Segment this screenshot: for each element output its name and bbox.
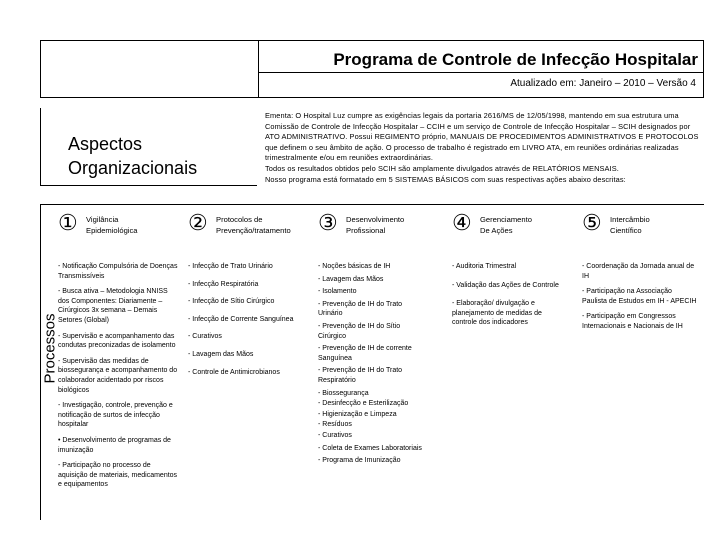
version-info: Atualizado em: Janeiro – 2010 – Versão 4 [510, 78, 696, 89]
list-item: - Busca ativa – Metodologia NNISS dos Componentes: Diariamente – Cirúrgicos 3x semana – Demais Setores (Global) [58, 288, 168, 324]
column-title [480, 214, 532, 236]
processes-label: Processos [41, 313, 59, 384]
column-title-line: Científico [610, 226, 642, 235]
list-item: - Infecção de Trato Urinário [188, 263, 273, 270]
column-items [318, 262, 428, 472]
column-number: ③ [318, 210, 338, 235]
column-items [582, 262, 697, 338]
column-number: ② [188, 210, 208, 235]
list-item: - Prevenção de IH do Trato Respiratório [318, 367, 403, 384]
list-item: - Participação em Congressos Internacionais e Nacionais de IH [582, 313, 683, 330]
column-title-line: Gerenciamento [480, 215, 532, 224]
list-item: - Infecção de Corrente Sanguínea [188, 315, 294, 323]
list-item: - Prevenção de IH do Trato Urinário [318, 300, 403, 318]
list-item: - Noções básicas de IH [318, 263, 391, 270]
list-item: - Resíduos [318, 421, 352, 429]
column-title-line: Epidemiológica [86, 226, 138, 235]
list-item: - Infecção de Sítio Cirúrgico [188, 298, 275, 306]
column-title-line: Intercâmbio [610, 215, 650, 224]
column-title-line: Prevenção/tratamento [216, 226, 291, 235]
column-number: ④ [452, 210, 472, 235]
aspects-heading [68, 132, 197, 180]
column-title-line: Profissional [346, 226, 386, 235]
column-title-line: Protocolos de [216, 215, 263, 224]
ementa-text [265, 111, 705, 185]
column-title [86, 214, 138, 236]
column-number: ⑤ [582, 210, 602, 235]
column-items [188, 262, 308, 383]
list-item: - Prevenção de IH do Sítio Cirúrgico [318, 322, 401, 340]
list-item: - Auditoria Trimestral [452, 263, 517, 270]
list-item: - Coleta de Exames Laboratoriais [318, 444, 422, 452]
list-item: - Infecção Respiratória [188, 280, 259, 288]
list-item: - Curativos [188, 333, 222, 341]
list-item: - Prevenção de IH de corrente Sanguínea [318, 345, 412, 362]
list-item: - Isolamento [318, 288, 357, 296]
list-item: - Controle de Antimicrobianos [188, 368, 280, 376]
column-title-line: Vigilância [86, 215, 119, 224]
aspects-heading-line1: Aspectos [68, 134, 143, 154]
list-item: - Lavagem das Mãos [318, 275, 384, 283]
list-item: - Supervisão das medidas de biossegurança e acompanhamento do colaborador acidentado por riscos biológicos [58, 357, 178, 394]
aspects-heading-line2: Organizacionais [68, 158, 198, 178]
list-item: - Lavagem das Mãos [188, 350, 254, 358]
list-item: - Biossegurança [318, 389, 369, 397]
column-number: ① [58, 210, 78, 235]
ementa-paragraph: Ementa: O Hospital Luz cumpre as exigências legais da portaria 2616/MS de 12/05/1998, mantendo em sua estrutura uma Comissão de Controle de Infecção Hospitalar – CCIH e um serviço de Controle de Infecção Hospitalar – SCIH designados por ATO ADMINISTRATIVO. Possui REGIMENTO próprio, MANUAIS DE PROCEDIMENTOS ADMINISTRATIVOS E PROTOCOLOS que definem o seu âmbito de ação. O processo de trabalho é registrado em LIVRO ATA, em reuniões ordinárias realizadas trimestralmente e/ou em reuniões extraordinárias. [265, 111, 699, 163]
list-item: - Supervisão e acompanhamento das condutas preconizadas de isolamento [58, 332, 176, 350]
column-items [58, 262, 178, 496]
ementa-paragraph: Todos os resultados obtidos pelo SCIH são amplamente divulgados através de RELATÓRIOS MENSAIS. [265, 163, 619, 173]
list-item: - Curativos [318, 431, 352, 439]
column-title-line: De Ações [480, 226, 513, 235]
list-item: - Participação no processo de aquisição de materiais, medicamentos e equipamentos [58, 462, 178, 489]
column-title [346, 214, 404, 236]
column-title [216, 214, 291, 236]
list-item: • Desenvolvimento de programas de imunização [58, 436, 171, 454]
list-item: - Coordenação da Jornada anual de IH [582, 263, 695, 280]
list-item: - Notificação Compulsória de Doenças Transmissíveis [58, 263, 178, 280]
list-item: - Investigação, controle, prevenção e notificação de surtos de infecção hospitalar [58, 402, 173, 429]
column-title [610, 214, 650, 236]
page-title: Programa de Controle de Infecção Hospitalar [333, 50, 698, 69]
title-divider [258, 72, 704, 73]
list-item: - Participação na Associação Paulista de Estudos em IH - APECIH [582, 288, 697, 305]
column-title-line: Desenvolvimento [346, 215, 405, 224]
list-item: - Desinfecção e Esterilização [318, 400, 409, 408]
list-item: - Higienização e Limpeza [318, 410, 397, 418]
processes-divider [40, 204, 704, 205]
list-item: - Programa de Imunização [318, 457, 401, 465]
ementa-paragraph: Nosso programa está formatado em 5 SISTEMAS BÁSICOS com suas respectivas ações abaixo descritas: [265, 174, 626, 184]
list-item: - Elaboração/ divulgação e planejamento de medidas de controle dos indicadores [452, 300, 542, 327]
list-item: - Validação das Ações de Controle [452, 281, 559, 289]
column-items [452, 262, 564, 334]
